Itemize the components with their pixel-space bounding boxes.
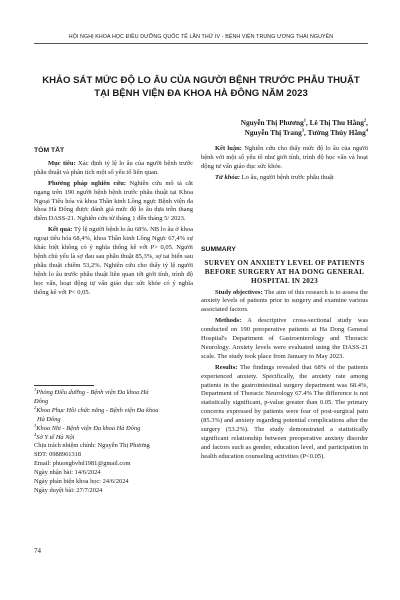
author-line-1 [200, 118, 368, 128]
footnote-3-text: Khoa Nhi - Bệnh viện Đa khoa Hà Đông [36, 424, 141, 432]
footnote-2-mark: 2 [34, 404, 37, 410]
result-paragraph [34, 226, 193, 297]
method-label: Phương pháp nghiên cứu: [48, 179, 126, 187]
author-list [200, 118, 368, 139]
date-approved: Ngày duyệt bài: 27/7/2024 [34, 486, 103, 494]
footnote-1 [34, 386, 194, 398]
objectives-text: The aim of this research is to assess the anxiety levels of patients prior to surgery and examine various associated factors. [201, 288, 368, 314]
author-1: Nguyễn Thị Phương [240, 118, 304, 127]
author-4: Tường Thúy Hằng [307, 128, 366, 138]
author-2: Lê Thị Thu Hằng [309, 118, 364, 127]
footnote-1-mark: 1 [34, 386, 37, 392]
footnote-3-mark: 3 [34, 422, 37, 428]
footnote-2-cont: Hà Đông [37, 415, 61, 423]
methods-paragraph [201, 317, 368, 362]
footnote-4 [34, 431, 194, 443]
conclusion-label: Kết luận: [215, 145, 242, 152]
footnote-1-text: Phòng Điều dưỡng - Bệnh viện Đa khoa Hà [36, 389, 149, 396]
method-paragraph [34, 180, 193, 225]
result-text: Tỷ lệ người bệnh lo âu 68%. NB lo âu ở khoa ngoại tiêu hóa 68,4%, khoa Thần kinh Lồng Ngực 67,4% sự khác biệt không có ý nghĩa thống kê với P> 0,05. Người bệnh chủ yếu là sợ đau sau phẫu thuật 85,3%, sợ tai biến sau phẫu thuật chiếm 53,2%. Nghiên cứu cho thấy tỷ lệ người bệnh lo âu trước phẫu thuật liên quan tới giới tính, trình độ học vấn, hoạt động tự vấn giáo dục sức khỏe có ý nghĩa thống kê với P< 0,05. [34, 226, 193, 296]
results-paragraph [201, 364, 368, 462]
summary-heading: SUMMARY [201, 246, 236, 253]
footnote-4-mark: 4 [34, 431, 37, 437]
results-label: Results: [215, 363, 238, 371]
english-title: SURVEY ON ANXIETY LEVEL OF PATIENTS BEFORE SURGERY AT HA DONG GENERAL HOSPITAL IN 2023 [204, 258, 365, 286]
title-line-2: TẠI BỆNH VIỆN ĐA KHOA HÀ ĐÔNG NĂM 2023 [94, 88, 308, 99]
header-rule [34, 43, 368, 44]
vietnamese-conclusion [201, 145, 368, 185]
goal-text: Xác định tỷ lệ lo âu của người bệnh trước phẫu thuật và phân tích một số yếu tố liên quan. [34, 159, 193, 176]
author-3: Nguyễn Thị Trang [244, 128, 302, 138]
author-2-affil: 2 [363, 117, 367, 123]
keywords-paragraph [201, 174, 368, 183]
footnote-2 [34, 404, 194, 416]
footnote-2-text: Khoa Phục Hồi chức năng - Bệnh viện Đa khoa [36, 406, 159, 414]
goal-label: Mục tiêu: [48, 159, 76, 167]
method-text: Nghiên cứu mô tả cắt ngang trên 190 người bệnh bệnh trước phẫu thuật tại Khoa Ngoại Tiêu hóa và khoa Thần kinh Lồng ngực Bệnh viện đa khoa Hà Đông được đánh giá mức độ lo âu dựa trên thang điểm DASS-21. Nghiên cứu từ tháng 1 đến tháng 5/ 2023. [34, 179, 193, 223]
footnote-rule [34, 385, 94, 386]
methods-text: A descriptive cross-sectional study was conducted on 190 preoperative patients at Ha Dong General Hospital's Department of Gastroenterology and Thoracic Neurology. Anxiety levels were evaluated using the DASS-21 scale. The study took place from January to May 2023. [201, 317, 368, 360]
date-reviewed: Ngày phản biện khoa học: 24/6/2024 [34, 478, 129, 486]
result-label: Kết quả: [48, 226, 73, 234]
vietnamese-abstract [34, 145, 193, 300]
email: Email: phuongbvhd1981@gmail.com [34, 460, 131, 468]
keywords-text: Lo âu, người bệnh trước phẫu thuật [241, 173, 334, 181]
english-summary [201, 244, 368, 464]
results-text: The findings revealed that 68% of the patients experienced anxiety. Specifically, the anxiety rate among patients in the gastrointestinal surgery department was 68.4%, Department of Thoracic Neurology 67.4% The difference is not statistically significant, p-value greater than 0.05. The primary concerns expressed by patients were fear of post-surgical pain (85.3%) and anxiety regarding potential complications after the surgery (53.2%). The study demonstrated a statistically significant relationship between preoperative anxiety disorder and factors such as gender, education level, and participation in health education counseling activities (P<0.05). [201, 363, 368, 460]
responsible-author: Chịu trách nhiệm chính: Nguyễn Thị Phương [34, 442, 150, 450]
date-received: Ngày nhận bài: 14/6/2024 [34, 469, 101, 477]
objectives-paragraph [201, 289, 368, 316]
author-3-affil: 3 [301, 127, 305, 133]
conclusion-text: Nghiên cứu cho thấy mức độ lo âu của người bệnh với một số yếu tố như giới tính, trình độ học vấn và hoạt động tư vấn giáo dục sức khỏe. [201, 145, 369, 170]
footnotes [34, 386, 194, 496]
author-sep: , [304, 128, 308, 138]
author-1-affil: 1 [303, 117, 306, 123]
conclusion-paragraph [201, 145, 368, 172]
footnote-1-cont: Đông [34, 397, 49, 405]
running-header: HỘI NGHỊ KHOA HỌC ĐIỀU DƯỠNG QUỐC TẾ LẦN THỨ IV - BỆNH VIỆN TRUNG ƯƠNG THÁI NGUYÊN [68, 34, 334, 40]
objectives-label: Study objectives: [215, 288, 263, 296]
title-line-1: KHẢO SÁT MỨC ĐỘ LO ÂU CỦA NGƯỜI BỆNH TRƯỚC PHẪU THUẬT [42, 75, 360, 86]
author-sep: , [305, 118, 310, 127]
page-number: 74 [34, 547, 41, 555]
methods-label: Methods: [215, 317, 242, 325]
goal-paragraph [34, 160, 193, 178]
author-sep: , [366, 118, 368, 127]
author-4-affil: 4 [365, 127, 368, 133]
article-title [34, 74, 368, 100]
abstract-heading: TÓM TẮT [34, 147, 65, 154]
phone: SĐT: 0988961318 [34, 451, 82, 459]
keywords-label: Từ khóa: [215, 173, 241, 181]
author-line-2 [200, 128, 368, 138]
footnote-4-text: Sở Y tế Hà Nội [36, 433, 75, 441]
